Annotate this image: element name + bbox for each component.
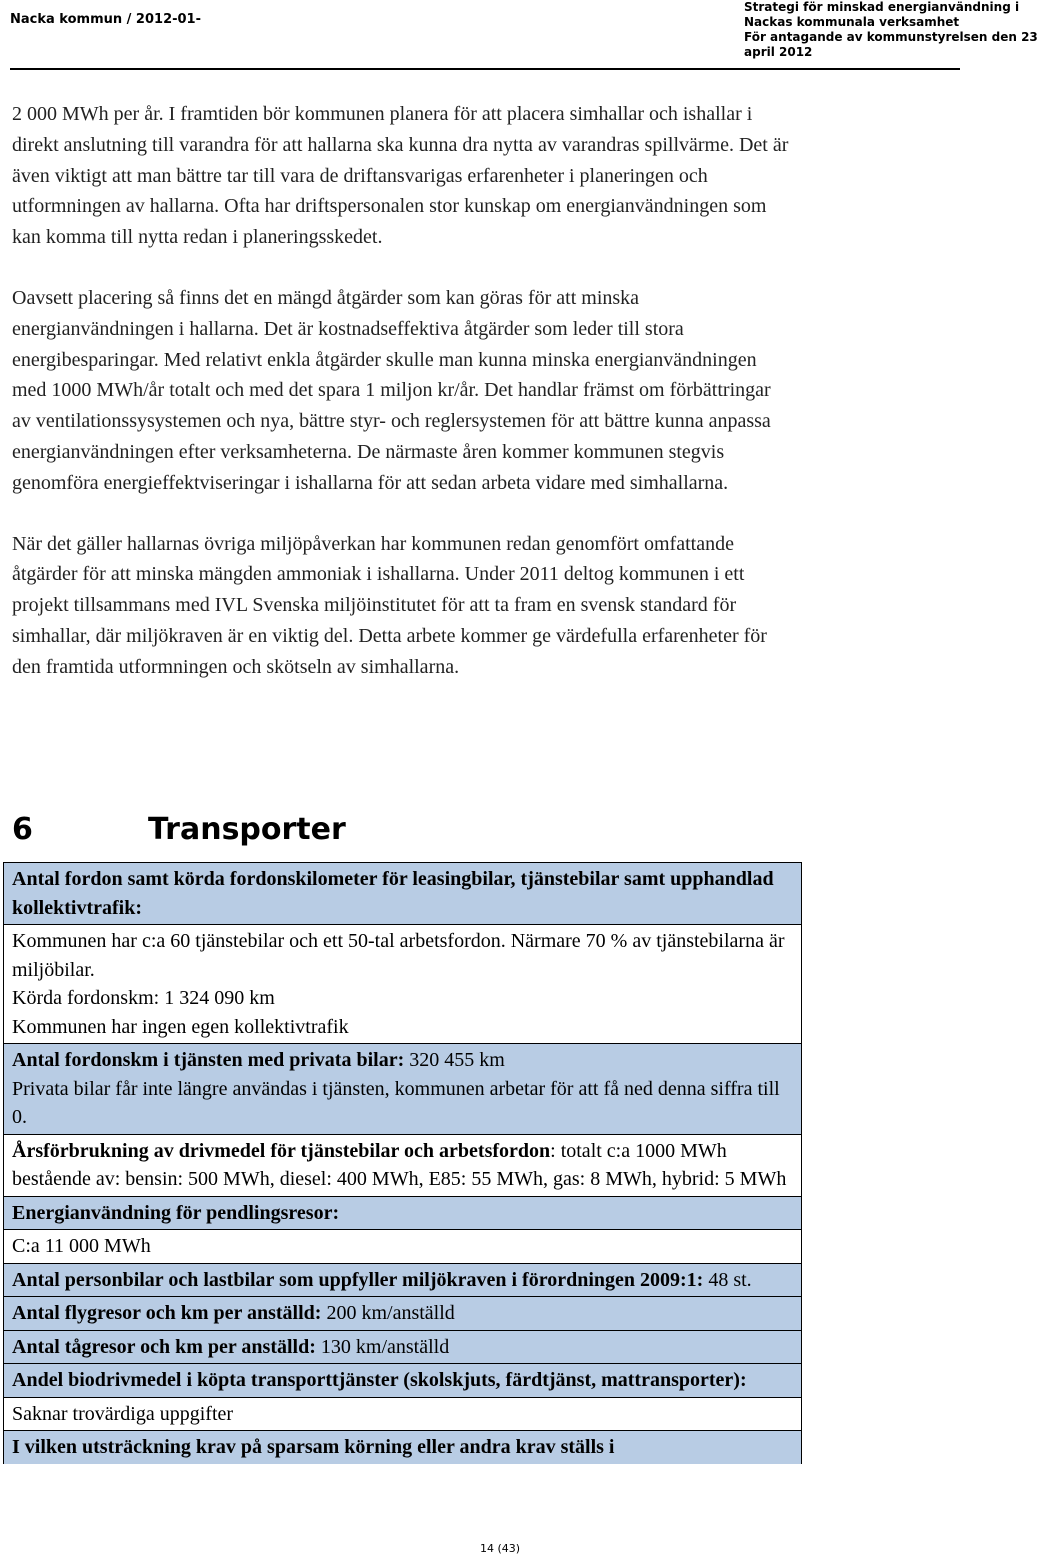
row-value: 320 455 km [404, 1049, 505, 1071]
table-row [4, 925, 801, 1044]
section-number: 6 [12, 812, 33, 847]
section-heading [12, 812, 346, 847]
table-row [4, 1044, 801, 1135]
header-right-line: april 2012 [744, 45, 813, 59]
section-title: Transporter [148, 812, 346, 847]
row-label: Antal fordon samt körda fordonskilometer för leasingbilar, tjänstebilar samt upphandlad kollektivtrafik: [12, 868, 774, 919]
row-label: I vilken utsträckning krav på sparsam körning eller andra krav ställs i [12, 1436, 615, 1458]
transport-table [3, 862, 802, 1464]
page-number: 14 (43) [479, 1542, 521, 1555]
table-row [4, 1264, 801, 1298]
row-text: C:a 11 000 MWh [12, 1235, 151, 1257]
paragraph: När det gäller hallarnas övriga miljöpåverkan har kommunen redan genomfört omfattande åtgärder för att minska mängden ammoniak i ishallarna. Under 2011 deltog kommunen i ett projekt tillsammans med IVL Svenska miljöinstitutet för att ta fram en svensk standard för simhallar, där miljökraven är en viktig del. Detta arbete kommer ge värdefulla erfarenheter för den framtida utformningen och skötseln av simhallarna. [12, 532, 767, 678]
header-right-line: Strategi för minskad energianvändning i [744, 0, 1020, 14]
row-value: 130 km/anställd [315, 1335, 450, 1358]
body-text [12, 99, 792, 713]
header-left: Nacka kommun / 2012-01- [10, 12, 201, 27]
header-right [744, 0, 1038, 60]
table-row [4, 1331, 801, 1365]
row-label: Antal flygresor och km per anställd: [12, 1302, 322, 1324]
table-row [4, 1364, 801, 1398]
table-row [4, 1230, 801, 1264]
header-divider [10, 68, 960, 70]
row-label: Årsförbrukning av drivmedel för tjänstebilar och arbetsfordon [12, 1139, 551, 1162]
row-text: Kommunen har c:a 60 tjänstebilar och ett 50-tal arbetsfordon. Närmare 70 % av tjänstebilarna är miljöbilar. [12, 930, 785, 981]
row-label: Antal tågresor och km per anställd: [12, 1335, 316, 1358]
header-right-line: Nackas kommunala verksamhet [744, 15, 960, 29]
row-label: Energianvändning för pendlingsresor: [12, 1201, 340, 1224]
row-value: 200 km/anställd [321, 1302, 455, 1324]
row-value: 48 st. [703, 1268, 752, 1291]
row-label: Antal fordonskm i tjänsten med privata bilar: [12, 1049, 405, 1071]
table-row [4, 1197, 801, 1231]
row-text: Kommunen har ingen egen kollektivtrafik [12, 1015, 349, 1038]
row-label: Antal personbilar och lastbilar som uppfyller miljökraven i förordningen 2009:1: [12, 1268, 704, 1291]
row-text: Saknar trovärdiga uppgifter [12, 1402, 234, 1425]
paragraph: Oavsett placering så finns det en mängd åtgärder som kan göras för att minska energianvändningen i hallarna. Det är kostnadseffektiva åtgärder som leder till stora energibesparingar. Med relativt enkla åtgärder skulle man kunna minska energianvändningen med 1000 MWh/år totalt och med det spara 1 miljon kr/år. Det handlar främst om förbättringar av ventilationssysystemen och nya, bättre styr- och reglersystemen för att bättre kunna anpassa energianvändningen efter verksamheterna. De närmaste åren kommer kommunen stegvis genomföra energieffektviseringar i ishallarna för att sedan arbeta vidare med simhallarna. [12, 286, 771, 494]
table-row [4, 863, 801, 925]
paragraph: 2 000 MWh per år. I framtiden bör kommunen planera för att placera simhallar och ishallar i direkt anslutning till varandra för att hallarna ska kunna dra nytta av varandras spillvärme. Det är även viktigt att man bättre tar till vara de driftansvarigas erfarenheter i planeringen och utformningen av hallarna. Ofta har driftspersonalen stor kunskap om energianvändningen som kan komma till nytta redan i planeringsskedet. [12, 103, 789, 249]
row-label: Andel biodrivmedel i köpta transporttjänster (skolskjuts, färdtjänst, mattransporter): [12, 1369, 747, 1391]
table-row [4, 1431, 801, 1464]
row-text: Privata bilar får inte längre användas i tjänsten, kommunen arbetar för att få ned denna siffra till 0. [12, 1077, 780, 1128]
table-row [4, 1135, 801, 1197]
table-row [4, 1398, 801, 1432]
row-text: : totalt c:a 1000 MWh bestående av: bensin: 500 MWh, diesel: 400 MWh, E85: 55 MWh, gas: 8 MWh, hybrid: 5 MWh [12, 1139, 787, 1190]
header-right-line: För antagande av kommunstyrelsen den 23 [744, 30, 1038, 44]
row-text: Körda fordonskm: 1 324 090 km [12, 987, 275, 1009]
table-row [4, 1297, 801, 1331]
